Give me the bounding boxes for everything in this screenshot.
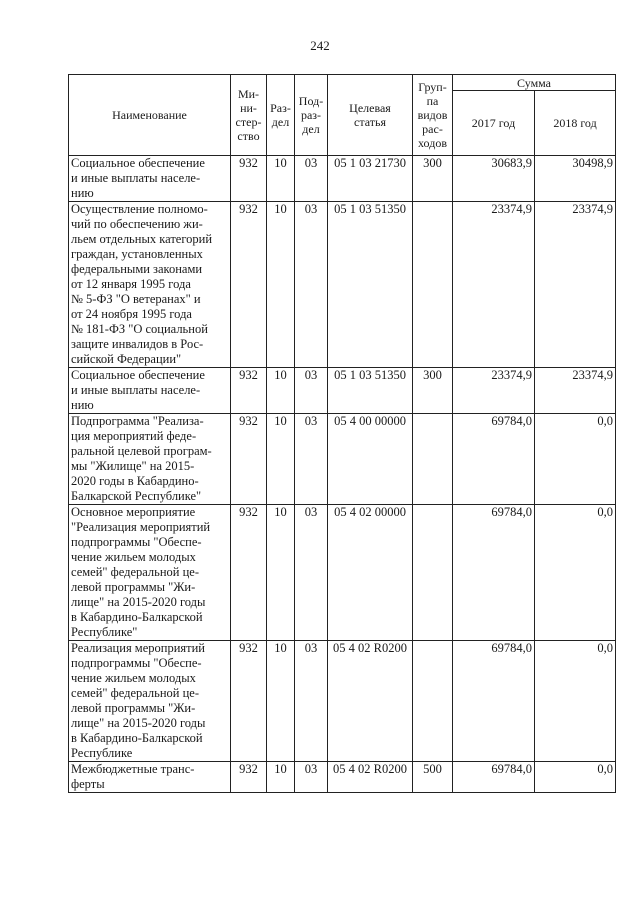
page-number: 242 (310, 38, 330, 53)
cell-subsection: 03 (295, 156, 328, 202)
table-row (69, 202, 616, 368)
cell-2017: 23374,9 (453, 202, 535, 368)
cell-name: Социальное обеспечение и иные выплаты населе- нию (69, 368, 231, 414)
cell-ministry: 932 (231, 505, 267, 641)
table-row (69, 505, 616, 641)
cell-ministry: 932 (231, 641, 267, 762)
table-row (69, 641, 616, 762)
cell-2018: 23374,9 (535, 368, 616, 414)
table-body (69, 156, 616, 793)
header-target: Целевая статья (328, 75, 413, 156)
cell-name: Реализация мероприятий подпрограммы "Обеспе- чение жильем молодых семей" федеральной це- левой программы "Жи- лище" на 2015-2020 годы в Кабардино-Балкарской Республике (69, 641, 231, 762)
cell-target: 05 1 03 21730 (328, 156, 413, 202)
header-section: Раз- дел (267, 75, 295, 156)
header-year-2018: 2018 год (535, 91, 616, 156)
cell-group: 500 (413, 762, 453, 793)
cell-group: 300 (413, 156, 453, 202)
cell-subsection: 03 (295, 641, 328, 762)
cell-section: 10 (267, 414, 295, 505)
cell-2017: 69784,0 (453, 641, 535, 762)
cell-name: Осуществление полномо- чий по обеспечению жи- льем отдельных категорий граждан, установленных федеральными законами от 12 января 1995 года № 5-ФЗ "О ветеранах" и от 24 ноября 1995 года № 181-ФЗ "О социальной защите инвалидов в Рос- сийской Федерации" (69, 202, 231, 368)
cell-ministry: 932 (231, 202, 267, 368)
cell-2018: 23374,9 (535, 202, 616, 368)
header-ministry: Ми- ни- стер- ство (231, 75, 267, 156)
cell-subsection: 03 (295, 505, 328, 641)
cell-target: 05 4 02 R0200 (328, 762, 413, 793)
cell-group (413, 202, 453, 368)
header-group: Груп- па видов рас- ходов (413, 75, 453, 156)
cell-2018: 30498,9 (535, 156, 616, 202)
cell-target: 05 4 00 00000 (328, 414, 413, 505)
cell-target: 05 4 02 R0200 (328, 641, 413, 762)
cell-2017: 69784,0 (453, 762, 535, 793)
cell-section: 10 (267, 762, 295, 793)
cell-name: Социальное обеспечение и иные выплаты населе- нию (69, 156, 231, 202)
cell-group: 300 (413, 368, 453, 414)
header-subsection: Под- раз- дел (295, 75, 328, 156)
table-row (69, 368, 616, 414)
cell-2018: 0,0 (535, 505, 616, 641)
cell-name: Основное мероприятие "Реализация мероприятий подпрограммы "Обеспе- чение жильем молодых семей" федеральной це- левой программы "Жи- лище" на 2015-2020 годы в Кабардино-Балкарской Республике" (69, 505, 231, 641)
cell-section: 10 (267, 641, 295, 762)
cell-2017: 23374,9 (453, 368, 535, 414)
budget-table (68, 74, 616, 793)
cell-2017: 69784,0 (453, 505, 535, 641)
cell-subsection: 03 (295, 202, 328, 368)
cell-group (413, 505, 453, 641)
cell-section: 10 (267, 156, 295, 202)
cell-ministry: 932 (231, 368, 267, 414)
cell-subsection: 03 (295, 368, 328, 414)
table-row (69, 414, 616, 505)
table-header (69, 75, 616, 156)
cell-target: 05 1 03 51350 (328, 202, 413, 368)
cell-2018: 0,0 (535, 414, 616, 505)
cell-subsection: 03 (295, 762, 328, 793)
cell-2018: 0,0 (535, 641, 616, 762)
cell-2018: 0,0 (535, 762, 616, 793)
cell-ministry: 932 (231, 762, 267, 793)
header-name: Наименование (69, 75, 231, 156)
header-sum: Сумма (453, 75, 616, 91)
cell-ministry: 932 (231, 156, 267, 202)
cell-subsection: 03 (295, 414, 328, 505)
header-year-2017: 2017 год (453, 91, 535, 156)
cell-group (413, 641, 453, 762)
cell-name: Подпрограмма "Реализа- ция мероприятий феде- ральной целевой програм- мы "Жилище" на 2015- 2020 годы в Кабардино- Балкарской Республике" (69, 414, 231, 505)
cell-group (413, 414, 453, 505)
cell-target: 05 4 02 00000 (328, 505, 413, 641)
cell-2017: 69784,0 (453, 414, 535, 505)
cell-name: Межбюджетные транс- ферты (69, 762, 231, 793)
cell-section: 10 (267, 368, 295, 414)
table-row (69, 762, 616, 793)
cell-2017: 30683,9 (453, 156, 535, 202)
table-row (69, 156, 616, 202)
cell-ministry: 932 (231, 414, 267, 505)
cell-target: 05 1 03 51350 (328, 368, 413, 414)
cell-section: 10 (267, 505, 295, 641)
cell-section: 10 (267, 202, 295, 368)
